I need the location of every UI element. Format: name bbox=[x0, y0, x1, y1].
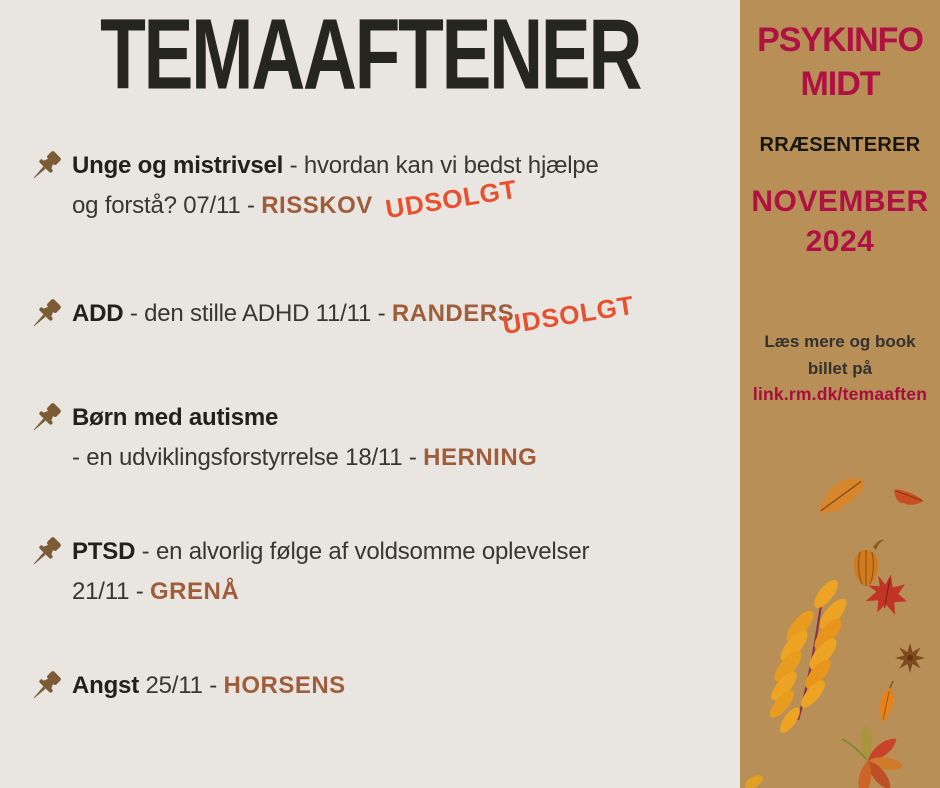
pushpin-icon bbox=[26, 668, 64, 706]
brand-title bbox=[740, 18, 940, 106]
poster-title-text: TEMAAFTENER bbox=[99, 0, 640, 111]
rowan-leaf-image bbox=[766, 576, 851, 735]
event-text bbox=[72, 398, 537, 478]
event-city: RANDERS bbox=[391, 300, 515, 327]
autumn-leaves-decoration bbox=[740, 428, 940, 788]
event-desc: - hvordan kan vi bedst hjælpe bbox=[283, 152, 599, 179]
poster-title bbox=[0, 0, 740, 111]
event-line bbox=[72, 572, 589, 612]
event-topic: Angst bbox=[72, 672, 139, 699]
cta-line1: Læs mere og book bbox=[764, 332, 916, 351]
event-line bbox=[72, 146, 599, 186]
red-leaf-fragment-image bbox=[891, 488, 925, 510]
event-line bbox=[72, 398, 537, 438]
brand-line2: MIDT bbox=[800, 65, 880, 103]
event-item-boern-med-autisme bbox=[26, 398, 537, 478]
booking-link: link.rm.dk/temaaften bbox=[752, 384, 928, 404]
month-title bbox=[740, 182, 940, 262]
pushpin-icon bbox=[26, 400, 64, 438]
event-city: RISSKOV bbox=[261, 192, 373, 219]
sold-out-badge: UDSOLGT bbox=[383, 173, 520, 225]
cta-line2: billet på bbox=[807, 359, 873, 378]
event-text bbox=[72, 666, 346, 706]
pushpin-icon bbox=[26, 296, 64, 334]
event-line bbox=[72, 666, 346, 706]
event-text bbox=[72, 532, 589, 612]
event-desc: 25/11 - bbox=[139, 672, 224, 699]
presents-label: RRÆSENTERER bbox=[759, 134, 921, 156]
event-text bbox=[72, 146, 599, 226]
event-city: GRENÅ bbox=[150, 578, 240, 605]
event-city: HERNING bbox=[423, 444, 538, 471]
sold-out-badge: UDSOLGT bbox=[500, 289, 637, 341]
pushpin-icon bbox=[26, 148, 64, 186]
event-desc: - en alvorlig følge af voldsomme oplevelser bbox=[135, 538, 590, 565]
small-orange-leaf-image bbox=[876, 679, 897, 724]
oak-leaf-image bbox=[811, 470, 869, 521]
month-line2: 2024 bbox=[805, 225, 875, 258]
creeper-leaf-image bbox=[842, 725, 904, 788]
event-city: HORSENS bbox=[223, 672, 346, 699]
month-line1: NOVEMBER bbox=[751, 185, 929, 218]
event-item-ptsd bbox=[26, 532, 589, 612]
brand-line1: PSYKINFO bbox=[757, 21, 923, 59]
event-item-angst bbox=[26, 666, 346, 706]
event-desc: - en udviklingsforstyrrelse 18/11 - bbox=[72, 444, 424, 471]
event-item-add bbox=[26, 294, 514, 334]
event-topic: Unge og mistrivsel bbox=[72, 152, 284, 179]
sidebar-panel bbox=[740, 0, 940, 788]
event-line bbox=[72, 532, 589, 572]
event-line bbox=[72, 186, 599, 226]
booking-cta bbox=[740, 328, 940, 382]
event-desc: og forstå? 07/11 - bbox=[72, 192, 262, 219]
tiny-corner-leaf-image bbox=[743, 773, 765, 788]
pushpin-icon bbox=[26, 534, 64, 572]
event-line bbox=[72, 294, 514, 334]
star-anise-image bbox=[895, 643, 925, 673]
event-topic: ADD bbox=[72, 300, 124, 327]
event-desc: - den stille ADHD 11/11 - bbox=[123, 300, 392, 327]
event-line bbox=[72, 438, 537, 478]
event-text bbox=[72, 294, 514, 334]
event-topic: Børn med autisme bbox=[72, 404, 279, 431]
event-desc: 21/11 - bbox=[72, 578, 151, 605]
event-topic: PTSD bbox=[72, 538, 136, 565]
